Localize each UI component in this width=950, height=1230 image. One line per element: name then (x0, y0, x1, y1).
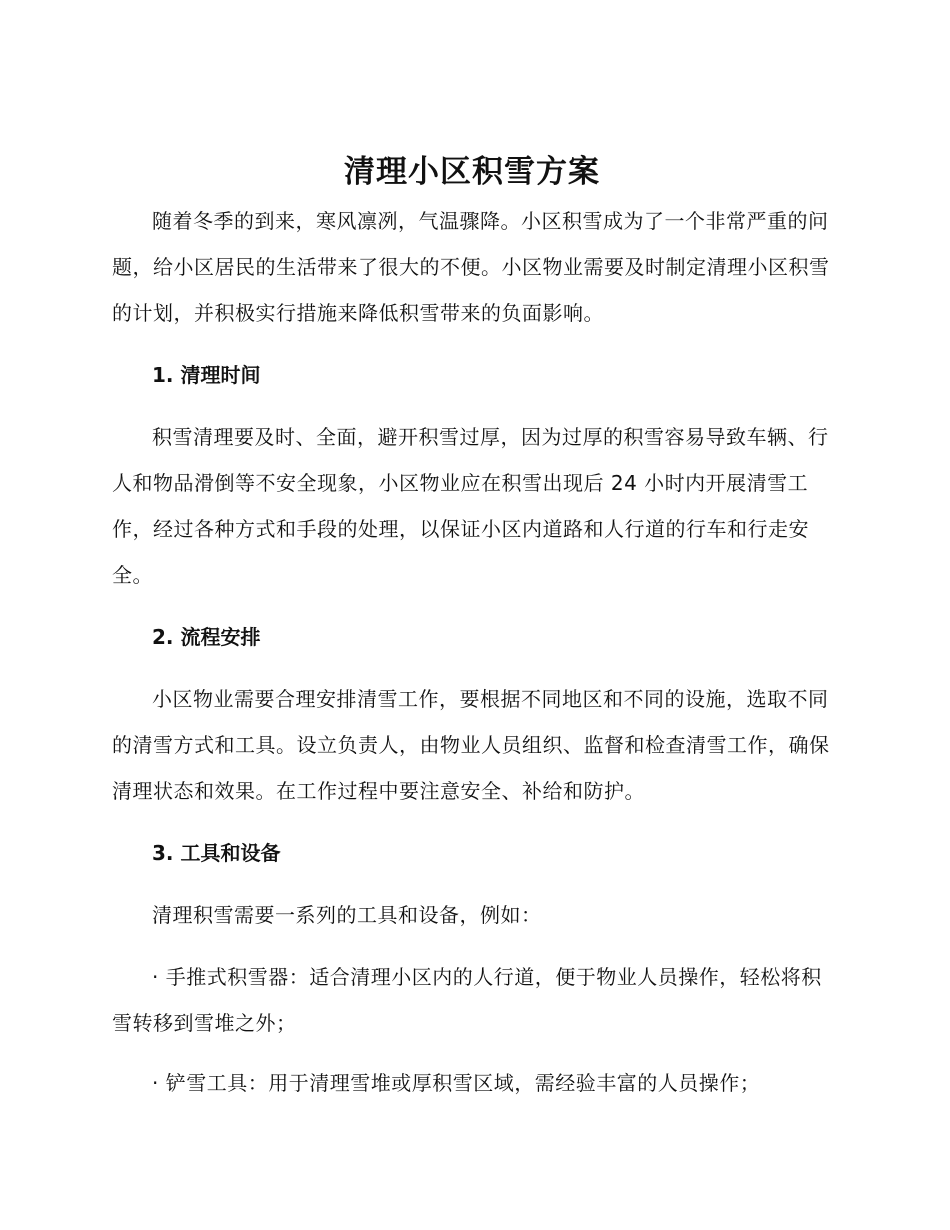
section-heading-tools: 3. 工具和设备 (152, 841, 281, 865)
section-body-cleaning-time: 积雪清理要及时、全面，避开积雪过厚，因为过厚的积雪容易导致车辆、行人和物品滑倒等不安全现象，小区物业应在积雪出现后 24 小时内开展清雪工作，经过各种方式和手段的处理，以保证小区内道路和人行道的行车和行走安全。 (112, 425, 829, 587)
document-title: 清理小区积雪方案 (344, 154, 600, 190)
list-item: · 手推式积雪器：适合清理小区内的人行道，便于物业人员操作，轻松将积雪转移到雪堆之外； (112, 965, 822, 1035)
list-item: · 铲雪工具：用于清理雪堆或厚积雪区域，需经验丰富的人员操作； (152, 1071, 761, 1095)
section-body-process: 小区物业需要合理安排清雪工作，要根据不同地区和不同的设施，选取不同的清雪方式和工具。设立负责人，由物业人员组织、监督和检查清雪工作，确保清理状态和效果。在工作过程中要注意安全、补给和防护。 (112, 687, 830, 803)
section-heading-cleaning-time: 1. 清理时间 (152, 363, 261, 387)
section-heading-process: 2. 流程安排 (152, 625, 261, 649)
intro-paragraph: 随着冬季的到来，寒风凛冽，气温骤降。小区积雪成为了一个非常严重的问题，给小区居民的生活带来了很大的不便。小区物业需要及时制定清理小区积雪的计划，并积极实行措施来降低积雪带来的负面影响。 (112, 209, 830, 325)
document-content (112, 150, 832, 1120)
section-body-tools: 清理积雪需要一系列的工具和设备，例如： (152, 903, 542, 927)
